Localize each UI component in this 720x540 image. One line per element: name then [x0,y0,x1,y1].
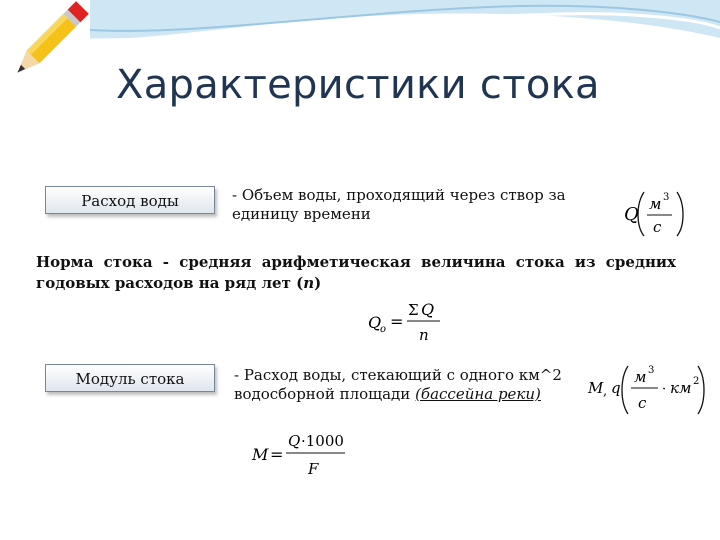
svg-text:Q: Q [288,432,301,450]
modulus-description-basin: (бассейна реки) [415,385,541,403]
svg-text:=: = [270,445,284,464]
norm-text: Норма стока - средняя арифметическая величина стока из средних годовых расходов на ряд лет ( [36,253,676,292]
svg-text:·: · [662,382,667,397]
svg-text:3: 3 [648,365,655,376]
modulus-description-main: - Расход воды, стекающий с одного км^2 водосборной площади [234,366,562,403]
svg-text:Σ: Σ [408,301,419,319]
svg-text:3: 3 [663,192,670,203]
svg-text:Q: Q [368,313,382,332]
modulus-formula [250,430,360,480]
norm-close: ) [314,274,322,292]
svg-text:с: с [653,218,662,236]
svg-text:Q: Q [624,204,639,225]
norm-n: n [303,274,315,292]
svg-text:M: M [252,445,269,464]
svg-text:F: F [308,460,319,478]
modulus-description [234,366,586,404]
svg-text:Q: Q [421,300,435,319]
svg-text:м: м [649,195,662,213]
svg-text:с: с [638,394,647,412]
norm-formula [366,296,450,346]
svg-text:o: o [380,324,387,335]
discharge-description: - Объем воды, проходящий через створ за единицу времени [232,186,566,223]
modulus-units-formula [586,360,710,418]
svg-text:м: м [634,368,647,386]
svg-text:2: 2 [693,376,700,387]
svg-text:,: , [603,384,608,399]
svg-text:n: n [419,326,429,344]
pencil-icon [0,0,90,90]
discharge-unit-formula [622,186,692,240]
norm-definition [36,252,676,294]
svg-text:M: M [588,379,604,397]
discharge-label-box: Расход воды [45,186,215,214]
slide-title: Характеристики стока [116,62,600,108]
header-wave-decoration [0,0,720,70]
svg-text:км: км [670,379,692,397]
svg-text:·1000: ·1000 [301,432,344,450]
modulus-label-box: Модуль стока [45,364,215,392]
svg-text:q: q [611,379,621,397]
svg-text:=: = [390,312,404,331]
